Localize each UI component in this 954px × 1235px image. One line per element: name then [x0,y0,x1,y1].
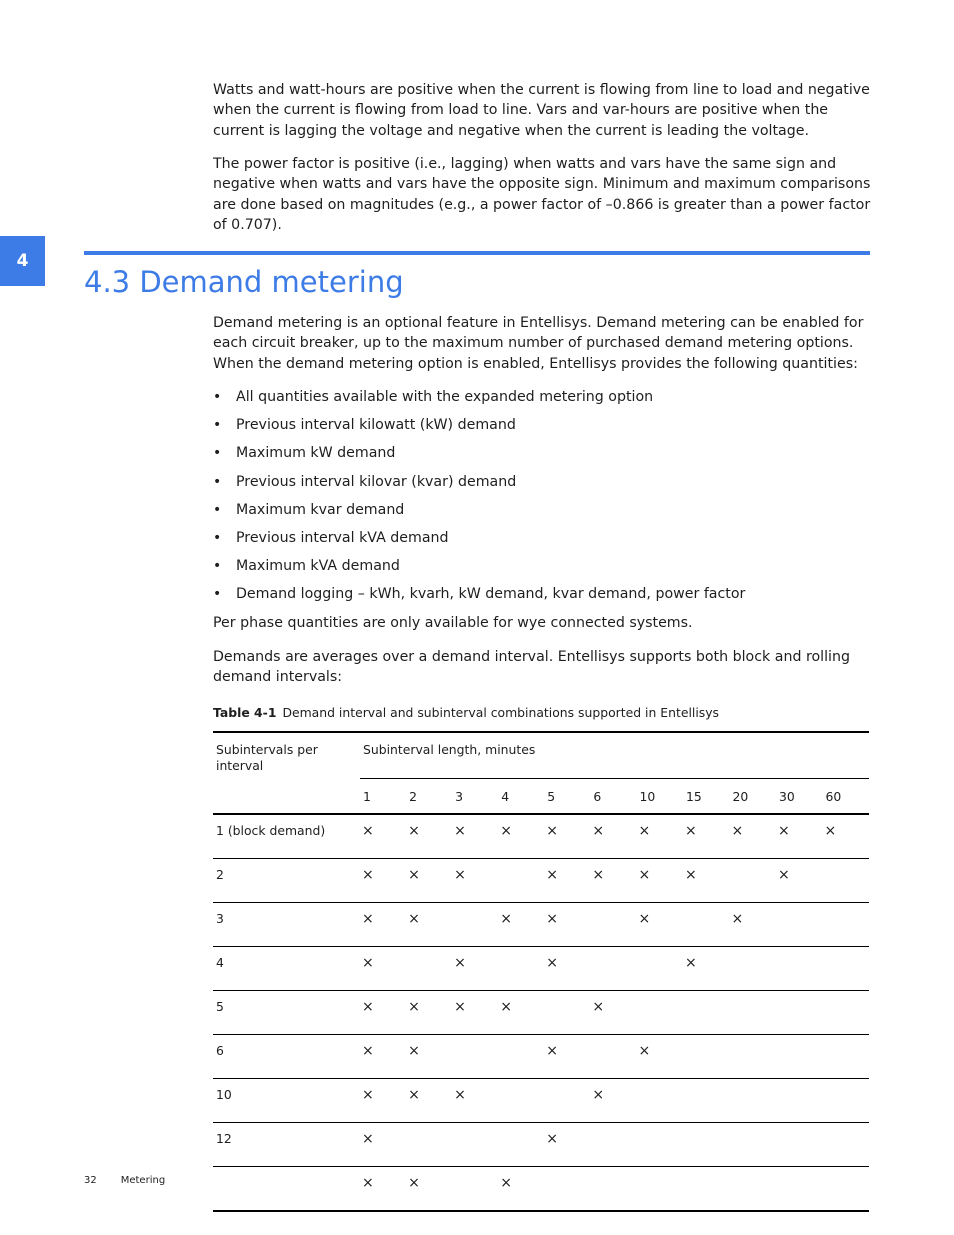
list-item [213,582,873,610]
list-item [213,554,873,582]
footer-section-name: Metering [120,1175,166,1186]
chapter-tab: 4 [0,236,45,286]
list-item-text: Maximum kW demand [236,445,396,462]
row-label: 2 [213,859,360,903]
section-heading: 4.3 Demand metering [84,265,404,299]
row-label: 1 (block demand) [213,814,360,859]
bullet-icon: • [213,389,222,405]
table-cell [590,1167,636,1212]
table-cell [590,903,636,947]
list-item-text: All quantities available with the expanded metering option [236,389,654,405]
table-row [213,903,869,947]
table-row [213,814,869,859]
list-item-text: Previous interval kilowatt (kW) demand [236,417,516,434]
bullet-icon: • [213,586,222,603]
row-label: 6 [213,1035,360,1079]
column-header: 20 [729,779,776,815]
table-header-row [213,732,869,779]
table-cell [544,1079,590,1123]
table-cell: × [406,1079,452,1123]
table-cell: × [544,1123,590,1167]
table-cell: × [544,1035,590,1079]
intro-paragraph-2: The power factor is positive (i.e., lagging) when watts and vars have the same sign and negative when watts and vars have the opposite sign. Minimum and maximum comparisons are done based on magnitudes (e.g., a power factor of –0.866 is greater than a power factor of 0.707). [213,156,871,233]
table-cell: × [360,1079,406,1123]
table-cell: × [683,814,730,859]
table-cell: × [406,814,452,859]
table-cell [683,1167,730,1212]
column-header: 10 [636,779,683,815]
list-item-text: Previous interval kilovar (kvar) demand [236,473,517,490]
table-cell [776,947,823,991]
table-cell: × [544,814,590,859]
table-cell: × [590,814,636,859]
list-item [213,441,873,469]
table-cell: × [776,859,823,903]
table-cell [636,1123,683,1167]
table-cell: × [360,991,406,1035]
list-item-text: Demand logging – kWh, kvarh, kW demand, kvar demand, power factor [236,586,746,603]
table-cell [498,1035,544,1079]
table-cell: × [729,903,776,947]
table-cell [452,1035,498,1079]
table-cell: × [406,903,452,947]
table-cell: × [360,859,406,903]
table-cell [683,903,730,947]
bullet-icon: • [213,417,222,434]
table-cell [683,1079,730,1123]
table-cell [636,991,683,1035]
row-label: 4 [213,947,360,991]
table-cell [636,1079,683,1123]
table-cell [498,1123,544,1167]
bullet-icon: • [213,529,222,546]
list-item-text: Maximum kvar demand [236,501,405,518]
table-cell: × [360,1035,406,1079]
table-cell: × [452,1079,498,1123]
section-paragraph-2: Per phase quantities are only available for wye connected systems. [213,615,693,631]
table-cell: × [498,814,544,859]
table-cell: × [360,814,406,859]
table-cell [452,903,498,947]
row-header: Subintervals per interval [213,732,360,814]
table-cell [776,1123,823,1167]
table-cell [452,1123,498,1167]
table-cell: × [590,991,636,1035]
table-cell: × [822,814,869,859]
table-cell: × [360,947,406,991]
table-cell [822,859,869,903]
table-row [213,991,869,1035]
table-cell: × [406,859,452,903]
table-cell [683,1123,730,1167]
table-cell: × [544,903,590,947]
table-row [213,1123,869,1167]
section-rule [84,251,870,255]
table-cell: × [498,903,544,947]
table-cell [822,947,869,991]
table-cell [822,991,869,1035]
bullet-icon: • [213,445,222,462]
row-label [213,1167,360,1212]
table-cell: × [406,991,452,1035]
table-cell [406,947,452,991]
table-cell [590,947,636,991]
table-cell [544,991,590,1035]
table-cell: × [590,859,636,903]
table-cell: × [544,859,590,903]
demand-interval-table [213,731,869,1212]
table-cell: × [636,859,683,903]
table-cell: × [683,859,730,903]
list-item-text: Maximum kVA demand [236,558,400,575]
table-row [213,859,869,903]
table-cell [776,1035,823,1079]
table-cell [776,1167,823,1212]
list-item [213,413,873,441]
table-caption-text: Demand interval and subinterval combinations supported in Entellisys [282,705,720,720]
table-cell [636,947,683,991]
table-cell: × [776,814,823,859]
section-paragraph-1: Demand metering is an optional feature in Entellisys. Demand metering can be enabled for each circuit breaker, up to the maximum number of purchased demand metering options. When the demand metering option is enabled, Entellisys provides the following quantities: [213,315,864,372]
table-cell [729,991,776,1035]
table-cell: × [452,859,498,903]
row-label: 10 [213,1079,360,1123]
table-cell: × [360,903,406,947]
table-cell [590,1035,636,1079]
table-cell [729,947,776,991]
table-cell [729,1167,776,1212]
table-cell [729,1123,776,1167]
column-header: 1 [360,779,406,815]
table-cell: × [636,1035,683,1079]
column-header: 30 [776,779,823,815]
row-label: 3 [213,903,360,947]
page-number: 32 [84,1175,97,1186]
table-row [213,1079,869,1123]
table-cell [822,1079,869,1123]
table-cell [776,903,823,947]
table-cell [683,1035,730,1079]
table-cell: × [498,1167,544,1212]
list-item [213,526,873,554]
column-header: 2 [406,779,452,815]
row-label: 5 [213,991,360,1035]
table-cell: × [636,903,683,947]
bullet-icon: • [213,558,222,575]
table-cell: × [590,1079,636,1123]
table-caption-label: Table 4-1 [213,705,277,720]
table-cell: × [452,991,498,1035]
list-item [213,498,873,526]
column-header: 60 [822,779,869,815]
bullet-icon: • [213,501,222,518]
table-cell [776,991,823,1035]
table-cell [498,859,544,903]
table-cell [729,1079,776,1123]
table-row [213,947,869,991]
list-item [213,385,873,413]
table-cell [452,1167,498,1212]
table-cell [590,1123,636,1167]
table-cell [636,1167,683,1212]
table-cell: × [360,1123,406,1167]
table-row [213,1167,869,1212]
column-header: 5 [544,779,590,815]
list-item-text: Previous interval kVA demand [236,529,449,546]
table-row [213,1035,869,1079]
table-caption [213,704,719,722]
table-cell: × [360,1167,406,1212]
table-cell: × [406,1035,452,1079]
table-cell [498,1079,544,1123]
table-cell [729,1035,776,1079]
table-cell: × [452,947,498,991]
table-cell [498,947,544,991]
table-cell: × [452,814,498,859]
table-cell [683,991,730,1035]
page-footer [84,1175,165,1186]
row-label: 12 [213,1123,360,1167]
intro-paragraph-1: Watts and watt-hours are positive when the current is flowing from line to load and negative when the current is flowing from load to line. Vars and var-hours are positive when the current is lagging the voltage and negative when the current is leading the voltage. [213,82,870,139]
column-header: 3 [452,779,498,815]
table-cell: × [636,814,683,859]
table-cell [822,1123,869,1167]
table-cell [776,1079,823,1123]
table-cell: × [729,814,776,859]
table-cell [406,1123,452,1167]
table-cell: × [683,947,730,991]
column-header: 4 [498,779,544,815]
table-cell [822,903,869,947]
section-paragraph-3: Demands are averages over a demand interval. Entellisys supports both block and rolling demand intervals: [213,649,850,686]
table-cell [822,1167,869,1212]
column-group-header: Subinterval length, minutes [360,732,869,779]
list-item [213,470,873,498]
table-cell: × [406,1167,452,1212]
bullet-icon: • [213,473,222,490]
table-cell [544,1167,590,1212]
table-cell: × [544,947,590,991]
table-cell [822,1035,869,1079]
column-header: 15 [683,779,730,815]
table-cell: × [498,991,544,1035]
table-cell [729,859,776,903]
quantities-list [213,385,873,611]
column-header: 6 [590,779,636,815]
